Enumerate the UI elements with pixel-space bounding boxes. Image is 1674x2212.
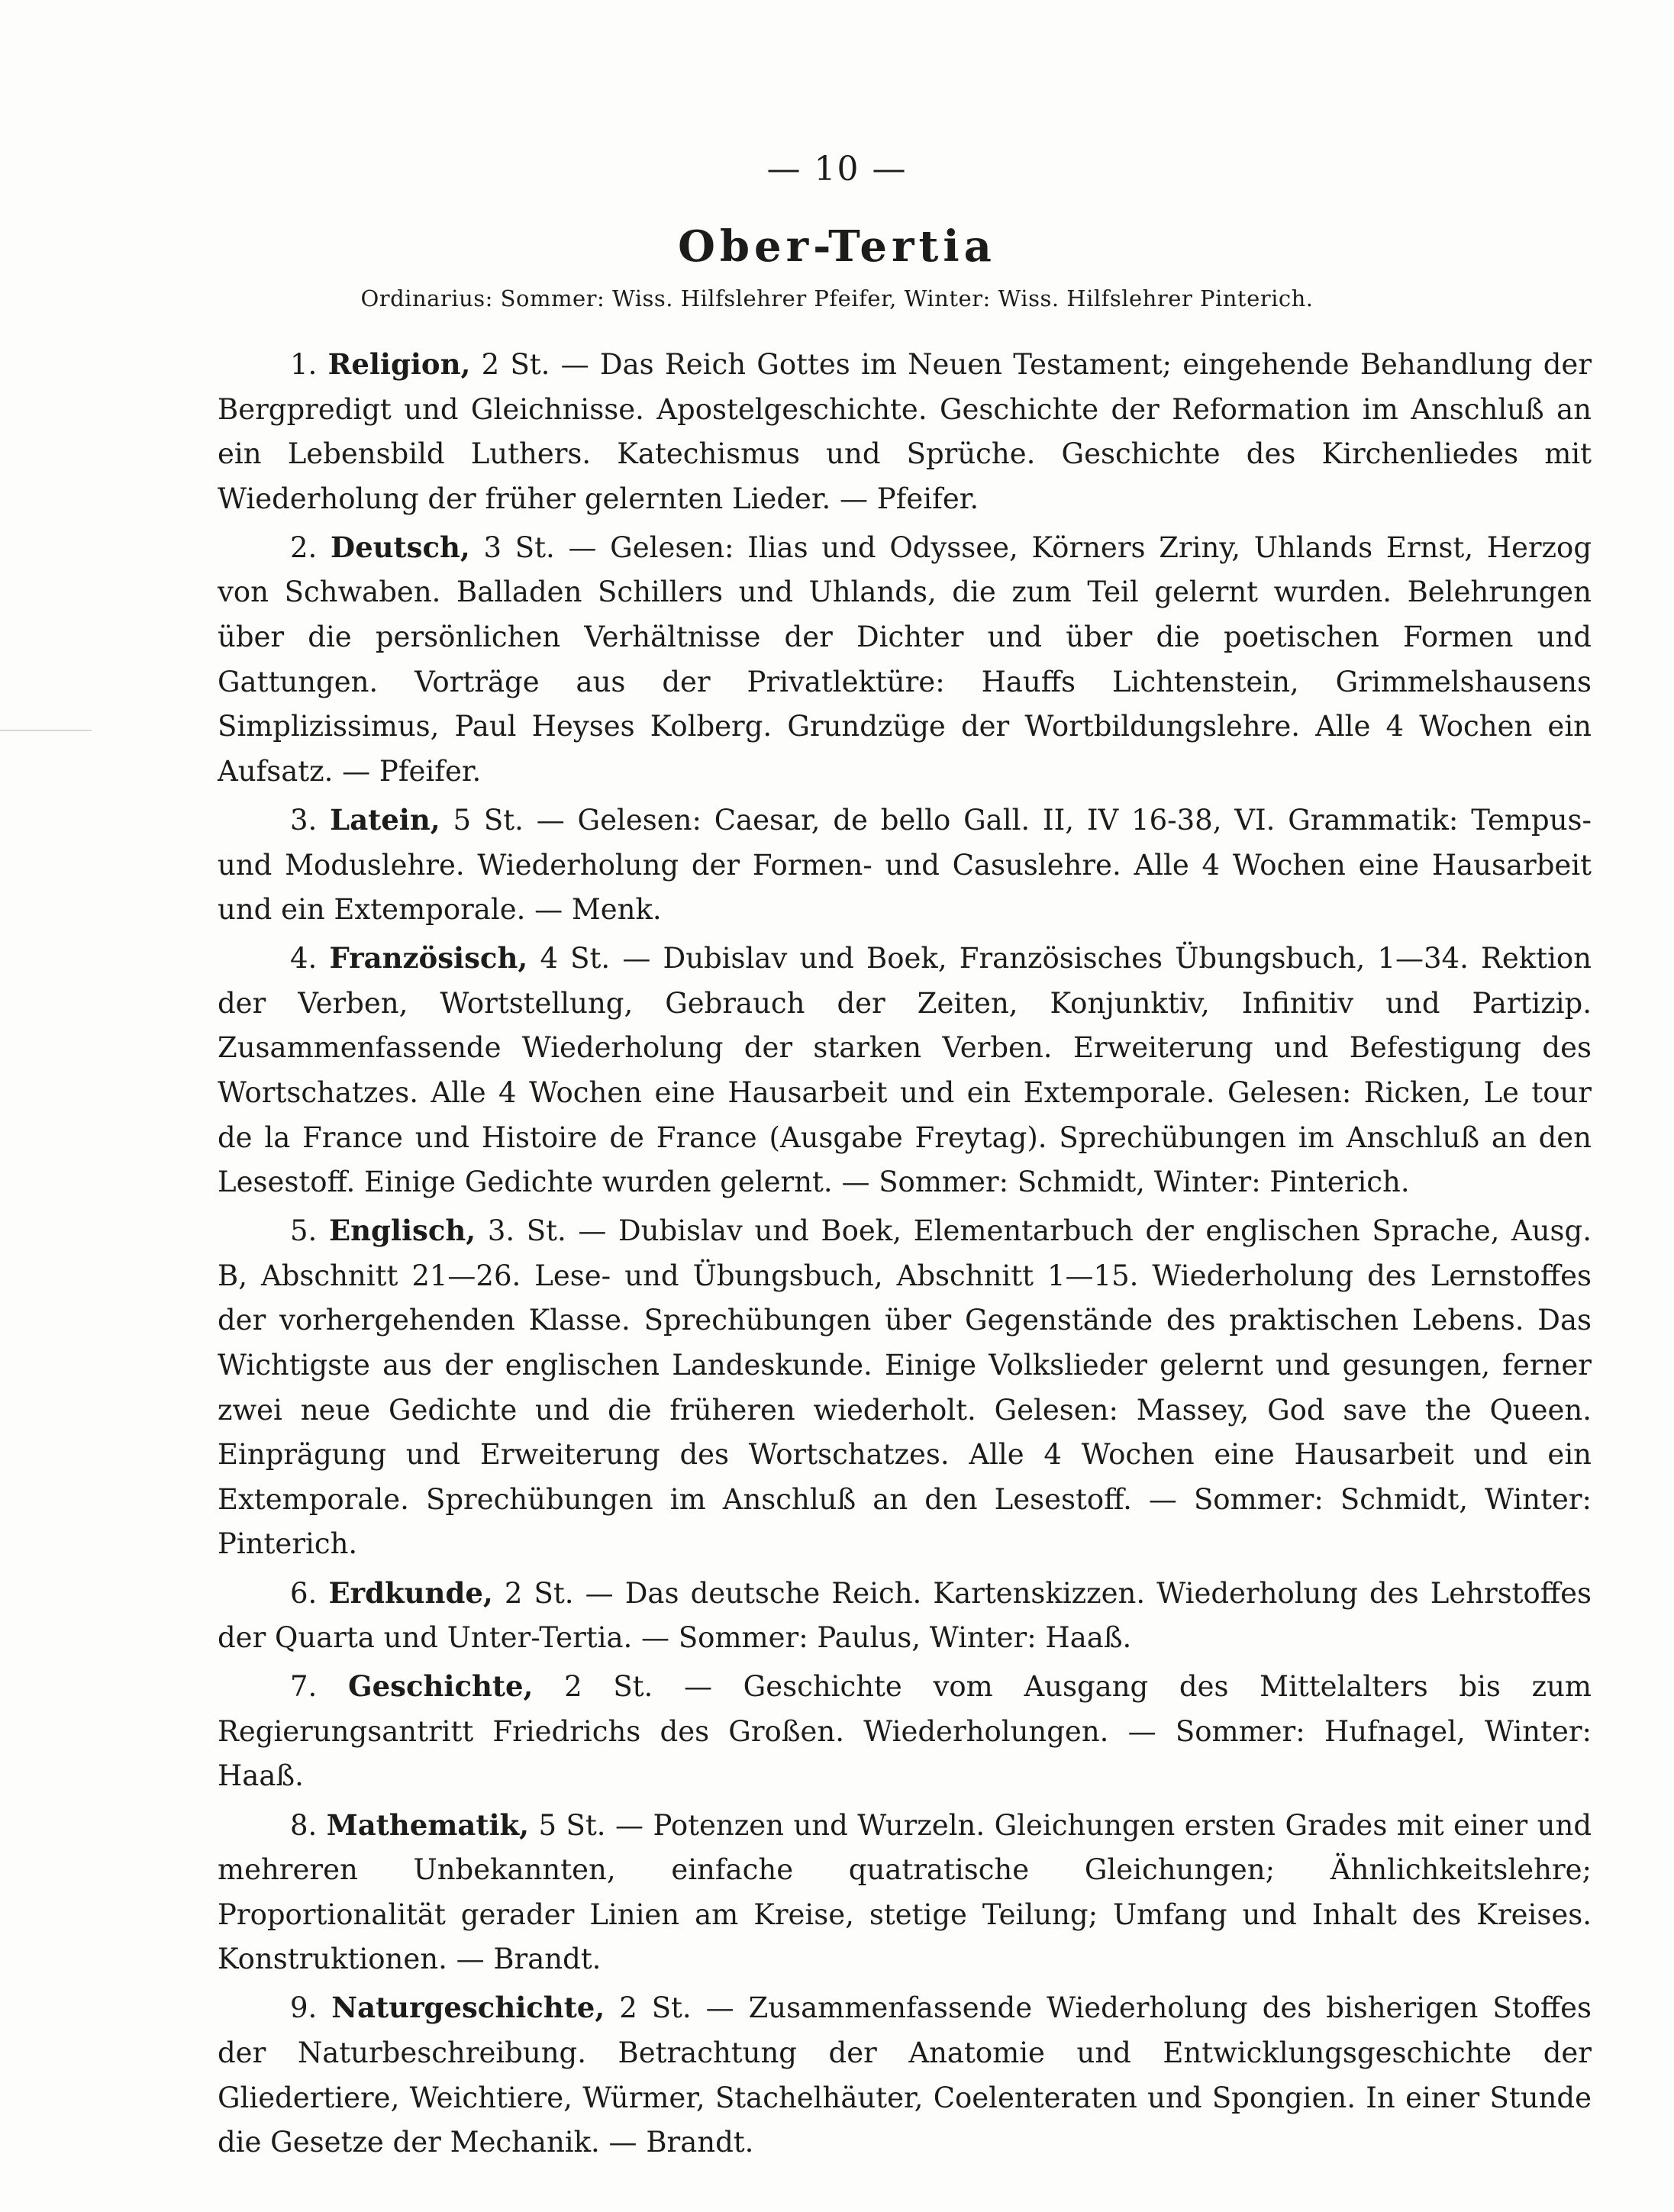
section-number: 4. [290,942,318,975]
section-number: 6. [290,1576,318,1610]
curriculum-body [218,342,1592,2165]
section-subject: Naturgeschichte, [331,1991,605,2025]
section-erdkunde [218,1567,1592,1661]
section-subject: Religion, [327,347,471,381]
section-subject: Mathematik, [326,1807,530,1842]
section-geschichte [218,1661,1592,1799]
section-number: 7. [290,1670,318,1704]
section-subject: Geschichte, [348,1669,534,1704]
section-subject: Erdkunde, [328,1575,493,1610]
section-number: 3. [290,803,318,837]
section-text: 2 St. — Zusammenfassende Wiederholung des bisherigen Stoffes der Naturbeschreibung. Betrachtung der Anatomie und Entwicklungsgeschichte der Gliedertiere, Weichtiere, Würmer, Stachelhäuter, Coelenteraten und Spongien. In einer Stunde die Gesetze der Mechanik. — Brandt. [218,1991,1592,2159]
section-text: 4 St. — Dubislav und Boek, Französisches Übungsbuch, 1—34. Rektion der Verben, Wortstellung, Gebrauch der Zeiten, Konjunktiv, Infinitiv und Partizip. Zusammenfassende Wiederholung der starken Verben. Erweiterung und Befestigung des Wortschatzes. Alle 4 Wochen eine Hausarbeit und ein Extemporale. Gelesen: Ricken, Le tour de la France und Histoire de France (Ausgabe Freytag). Sprechübungen im Anschluß an den Lesestoff. Einige Gedichte wurden gelernt. — Sommer: Schmidt, Winter: Pinterich. [218,942,1592,1199]
section-latein [218,794,1592,932]
section-mathematik [218,1799,1592,1982]
section-number: 2. [290,530,318,564]
section-number: 5. [290,1214,318,1248]
section-subject: Deutsch, [331,530,470,564]
section-text: 3 St. — Gelesen: Ilias und Odyssee, Körners Zriny, Uhlands Ernst, Herzog von Schwaben. Balladen Schillers und Uhlands, die zum Teil gelernt wurden. Belehrungen über die persönlichen Verhältnisse der Dichter und über die poetischen Formen und Gattungen. Vorträge aus der Privatlektüre: Hauffs Lichtenstein, Grimmelshausens Simplizissimus, Paul Heyses Kolberg. Grundzüge der Wortbildungslehre. Alle 4 Wochen ein Aufsatz. — Pfeifer. [218,530,1592,788]
page-title: Ober-Tertia [678,221,996,272]
section-subject: Latein, [330,802,440,837]
section-text: 2 St. — Geschichte vom Ausgang des Mittelalters bis zum Regierungsantritt Friedrichs des Großen. Wiederholungen. — Sommer: Hufnagel, Winter: Haaß. [218,1670,1592,1793]
page-edge-mark [0,730,92,731]
section-franzoesisch [218,933,1592,1205]
section-deutsch [218,521,1592,794]
section-naturgeschichte [218,1982,1592,2165]
section-text: 2 St. — Das deutsche Reich. Kartenskizzen. Wiederholung des Lehrstoffes der Quarta und Unter-Tertia. — Sommer: Paulus, Winter: Haaß. [218,1576,1592,1655]
section-subject: Französisch, [329,941,528,975]
section-text: 3. St. — Dubislav und Boek, Elementarbuch der englischen Sprache, Ausg. B, Abschnitt 21—26. Lese- und Übungsbuch, Abschnitt 1—15. Wiederholung des Lernstoffes der vorhergehenden Klasse. Sprechübungen über Gegenstände des praktischen Lebens. Das Wichtigste aus der englischen Landeskunde. Einige Volkslieder gelernt und gesungen, ferner zwei neue Gedichte und die früheren wiederholt. Gelesen: Massey, God save the Queen. Einprägung und Erweiterung des Wortschatzes. Alle 4 Wochen eine Hausarbeit und ein Extemporale. Sprechübungen im Anschluß an den Lesestoff. — Sommer: Schmidt, Winter: Pinterich. [218,1214,1592,1561]
section-religion [218,342,1592,521]
section-englisch [218,1205,1592,1567]
section-text: 5 St. — Gelesen: Caesar, de bello Gall. II, IV 16-38, VI. Grammatik: Tempus- und Moduslehre. Wiederholung der Formen- und Casuslehre. Alle 4 Wochen eine Hausarbeit und ein Extemporale. — Menk. [218,803,1592,927]
page-number: — 10 — [766,150,908,189]
section-text: 2 St. — Das Reich Gottes im Neuen Testament; eingehende Behandlung der Bergpredigt und Gleichnisse. Apostelgeschichte. Geschichte der Reformation im Anschluß an ein Lebensbild Luthers. Katechismus und Sprüche. Geschichte des Kirchenliedes mit Wiederholung der früher gelernten Lieder. — Pfeifer. [218,348,1592,515]
section-number: 9. [290,1991,318,2025]
section-text: 5 St. — Potenzen und Wurzeln. Gleichungen ersten Grades mit einer und mehreren Unbekannten, einfache quatratische Gleichungen; Ähnlichkeitslehre; Proportionalität gerader Linien am Kreise, stetige Teilung; Umfang und Inhalt des Kreises. Konstruktionen. — Brandt. [218,1808,1592,1976]
section-subject: Englisch, [328,1214,476,1248]
ordinarius-line: Ordinarius: Sommer: Wiss. Hilfslehrer Pfeifer, Winter: Wiss. Hilfslehrer Pinterich. [360,285,1314,311]
section-number: 8. [290,1808,318,1842]
section-number: 1. [290,348,318,381]
